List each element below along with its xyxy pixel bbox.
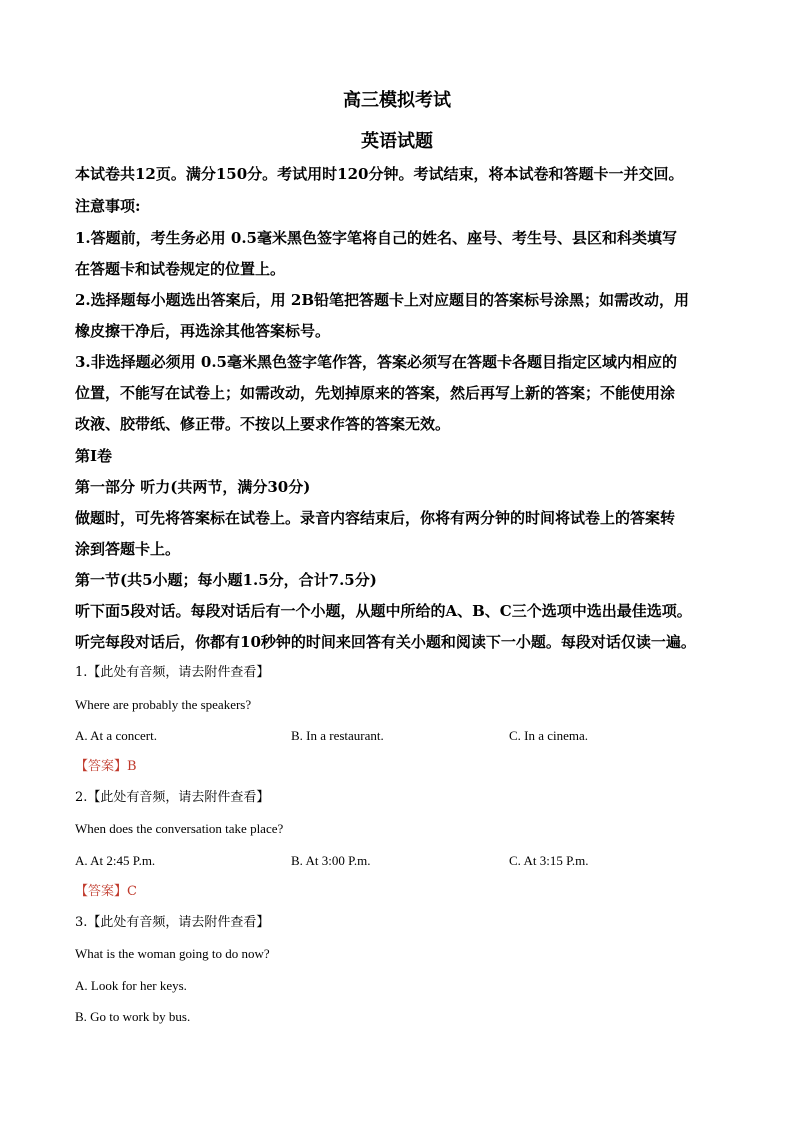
rule-3-line-1: 3.非选择题必须用 0.5毫米黑色签字笔作答，答案必须写在答题卡各题目指定区域内相应的 (75, 353, 677, 371)
section-1-heading: 第一节(共5小题；每小题1.5分，合计7.5分) (75, 571, 377, 589)
notice-label: 注意事项: (75, 197, 141, 215)
rule-2-line-2: 橡皮擦干净后，再选涂其他答案标号。 (75, 322, 331, 340)
question-1-header: 1.【此处有音频，请去附件查看】 (75, 665, 270, 680)
question-3-option-b: B. Go to work by bus. (75, 1009, 191, 1024)
section-1-instruction-line-2: 听完每段对话后，你都有10秒钟的时间来回答有关小题和阅读下一小题。每段对话仅读一遍。 (75, 633, 696, 651)
exam-summary: 本试卷共12页。满分150分。考试用时120分钟。考试结束，将本试卷和答题卡一并交回。 (75, 165, 684, 183)
question-2-option-a: A. At 2:45 P.m. (75, 853, 156, 868)
part-1-heading: 第一部分 听力(共两节，满分30分) (75, 478, 311, 496)
question-2-option-c: C. At 3:15 P.m. (509, 853, 589, 868)
question-1-stem: Where are probably the speakers? (75, 697, 252, 712)
question-1-option-b: B. In a restaurant. (291, 728, 384, 743)
rule-1-line-2: 在答题卡和试卷规定的位置上。 (75, 260, 286, 278)
rule-3-line-2: 位置，不能写在试卷上；如需改动，先划掉原来的答案，然后再写上新的答案；不能使用涂 (75, 384, 676, 402)
part-1-instruction-line-2: 涂到答题卡上。 (75, 540, 181, 558)
question-1-option-a: A. At a concert. (75, 728, 157, 743)
question-3-option-a: A. Look for her keys. (75, 978, 187, 993)
question-1-answer: 【答案】B (75, 759, 137, 774)
question-2-stem: When does the conversation take place? (75, 821, 284, 836)
rule-2-line-1: 2.选择题每小题选出答案后，用 2B铅笔把答题卡上对应题目的答案标号涂黑；如需改动，用 (75, 291, 690, 309)
section-1-instruction-line-1: 听下面5段对话。每段对话后有一个小题，从题中所给的A、B、C三个选项中选出最佳选项。 (75, 602, 692, 620)
question-2-option-b: B. At 3:00 P.m. (291, 853, 371, 868)
question-2-header: 2.【此处有音频，请去附件查看】 (75, 790, 270, 805)
exam-subject: 英语试题 (361, 131, 433, 152)
question-3-stem: What is the woman going to do now? (75, 946, 270, 961)
question-1-option-c: C. In a cinema. (509, 728, 589, 743)
rule-1-line-1: 1.答题前，考生务必用 0.5毫米黑色签字笔将自己的姓名、座号、考生号、县区和科类填写 (75, 229, 677, 247)
exam-title: 高三模拟考试 (343, 90, 451, 111)
part-1-instruction-line-1: 做题时，可先将答案标在试卷上。录音内容结束后，你将有两分钟的时间将试卷上的答案转 (75, 509, 676, 527)
question-2-answer: 【答案】C (75, 884, 137, 899)
rule-3-line-3: 改液、胶带纸、修正带。不按以上要求作答的答案无效。 (75, 415, 451, 433)
volume-heading: 第Ⅰ卷 (75, 447, 113, 465)
question-3-header: 3.【此处有音频，请去附件查看】 (75, 915, 270, 930)
